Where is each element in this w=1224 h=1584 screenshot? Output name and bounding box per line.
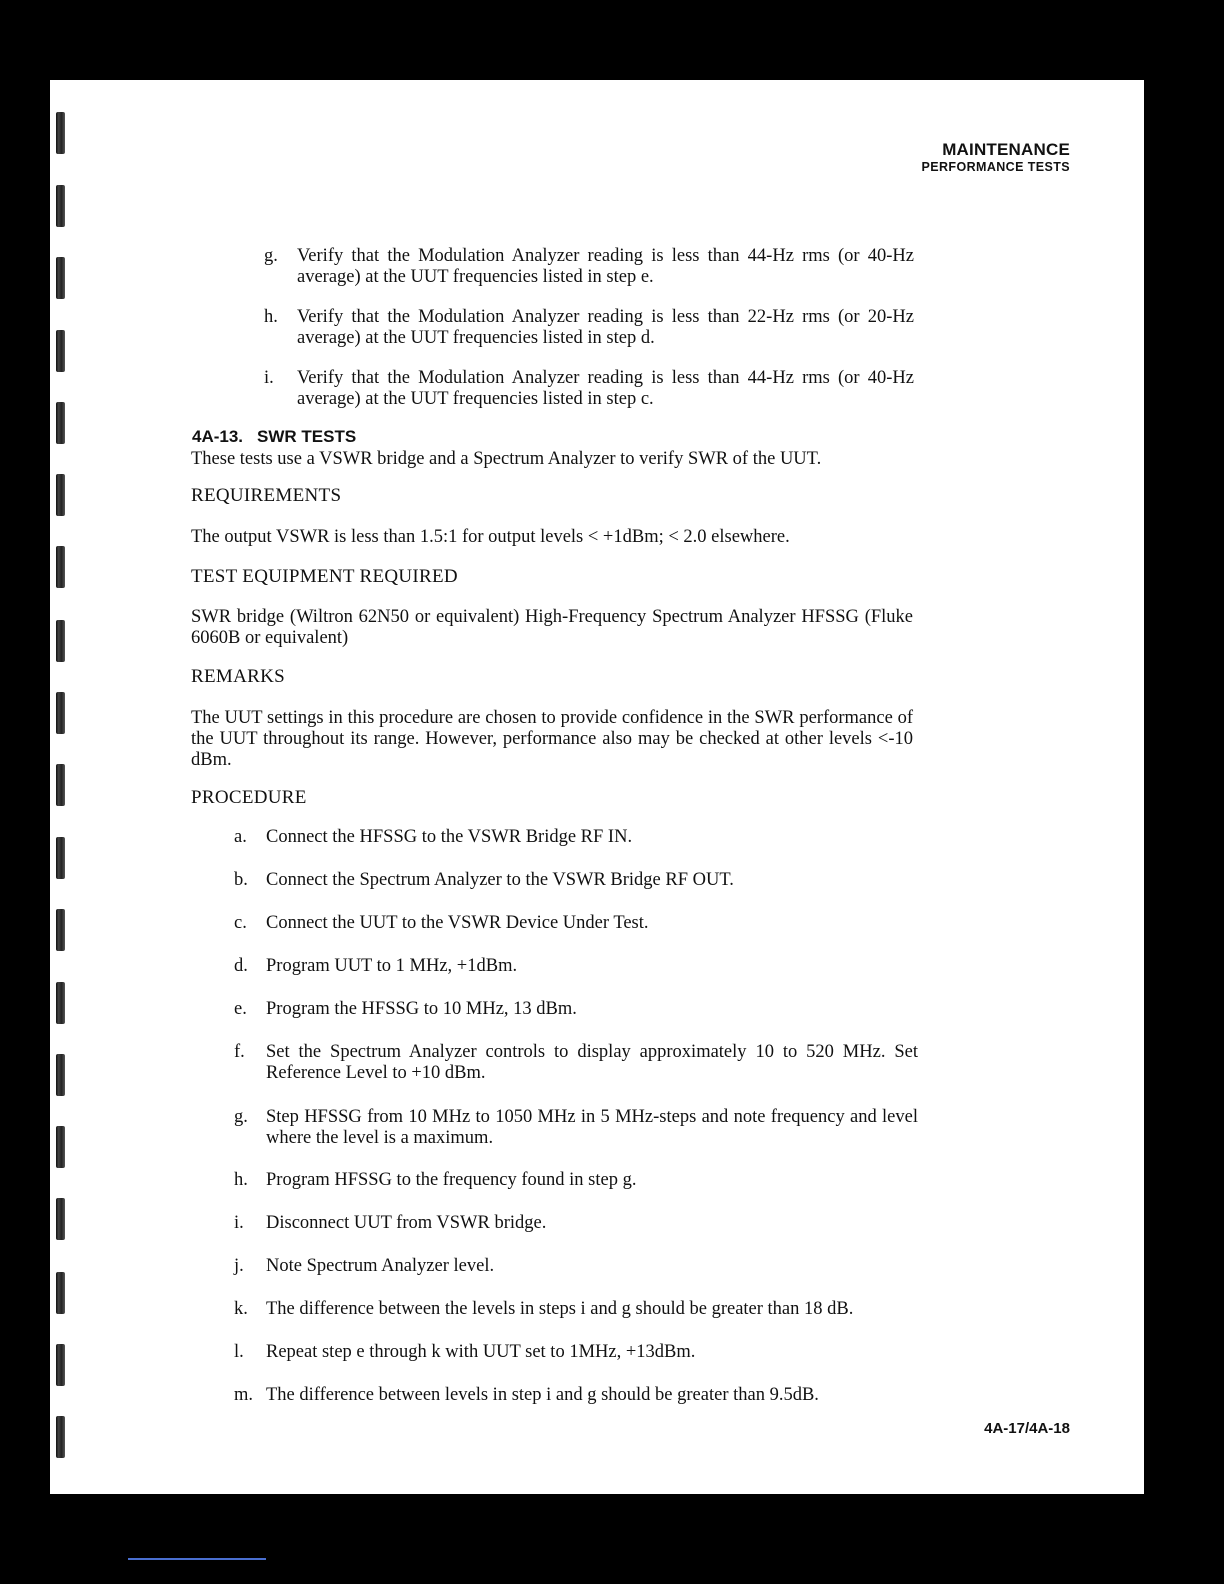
procedure-step [234,999,918,1020]
step-label: h. [234,1170,248,1190]
step-text: Connect the Spectrum Analyzer to the VSWR Bridge RF OUT. [266,870,734,890]
punch-hole [56,474,65,516]
procedure-step [234,827,918,848]
procedure-step [234,1256,918,1277]
procedure-step [234,1385,918,1406]
procedure-step [234,1107,918,1149]
step-label: i. [264,368,274,388]
step-text: Program HFSSG to the frequency found in step g. [266,1170,637,1190]
running-header [922,140,1070,175]
procedure-step [234,956,918,977]
step-text: Verify that the Modulation Analyzer reading is less than 44-Hz rms (or 40-Hz average) at the UUT frequencies listed in step c. [297,368,914,409]
step-text: Repeat step e through k with UUT set to 1MHz, +13dBm. [266,1342,696,1362]
step-label: i. [234,1213,244,1233]
punch-hole [56,546,65,588]
step-label: g. [264,246,278,266]
step-label: g. [234,1107,248,1127]
punch-hole [56,1272,65,1314]
step-text: Connect the HFSSG to the VSWR Bridge RF IN. [266,827,633,847]
step-text: The difference between the levels in steps i and g should be greater than 18 dB. [266,1299,854,1319]
step-text: Connect the UUT to the VSWR Device Under Test. [266,913,649,933]
equipment-text: SWR bridge (Wiltron 62N50 or equivalent) High-Frequency Spectrum Analyzer HFSSG (Fluke 6060B or equivalent) [191,607,913,648]
punch-hole [56,764,65,806]
section-title: SWR TESTS [257,427,357,446]
equipment-heading: TEST EQUIPMENT REQUIRED [191,566,458,587]
section-heading [192,427,356,447]
header-subtitle: PERFORMANCE TESTS [921,160,1070,174]
step-label: f. [234,1042,245,1062]
procedure-step [234,913,918,934]
procedure-step [234,1170,918,1191]
step-label: c. [234,913,247,933]
step-text: Program the HFSSG to 10 MHz, 13 dBm. [266,999,577,1019]
punch-hole [56,1198,65,1240]
step-label: a. [234,827,247,847]
punch-hole [56,1054,65,1096]
step-text: Program UUT to 1 MHz, +1dBm. [266,956,518,976]
step-text: Verify that the Modulation Analyzer reading is less than 22-Hz rms (or 20-Hz average) at the UUT frequencies listed in step d. [297,307,914,348]
list-item [264,246,914,288]
list-item [264,307,914,349]
procedure-step [234,1342,918,1363]
punch-hole [56,1126,65,1168]
header-title: MAINTENANCE [942,140,1070,159]
section-number: 4A-13. [192,427,244,446]
step-text: Step HFSSG from 10 MHz to 1050 MHz in 5 MHz-steps and note frequency and level where the level is a maximum. [266,1107,918,1148]
procedure-step [234,1299,924,1320]
punch-hole [56,1344,65,1386]
step-label: e. [234,999,247,1019]
punch-hole [56,185,65,227]
punch-hole [56,909,65,951]
punch-hole [56,692,65,734]
punch-hole [56,257,65,299]
list-item [264,368,914,410]
punch-hole [56,837,65,879]
scan-border-top [0,0,1224,36]
page-number: 4A-17/4A-18 [984,1420,1070,1437]
procedure-step [234,870,918,891]
step-label: j. [234,1256,244,1276]
remarks-heading: REMARKS [191,666,285,687]
punch-hole [56,982,65,1024]
step-text: Disconnect UUT from VSWR bridge. [266,1213,547,1233]
procedure-step [234,1042,918,1084]
punch-hole [56,112,65,154]
punch-hole [56,330,65,372]
step-label: k. [234,1299,248,1319]
step-text: The difference between levels in step i and g should be greater than 9.5dB. [266,1385,819,1405]
step-text: Note Spectrum Analyzer level. [266,1256,495,1276]
step-label: b. [234,870,248,890]
scan-artifact-line [128,1558,266,1560]
punch-hole [56,1416,65,1458]
procedure-heading: PROCEDURE [191,787,307,808]
step-label: h. [264,307,278,327]
step-label: l. [234,1342,244,1362]
step-label: d. [234,956,248,976]
requirements-text: The output VSWR is less than 1.5:1 for output levels < +1dBm; < 2.0 elsewhere. [191,527,790,547]
punch-hole [56,402,65,444]
requirements-heading: REQUIREMENTS [191,485,342,506]
procedure-step [234,1213,918,1234]
punch-hole [56,620,65,662]
remarks-text: The UUT settings in this procedure are chosen to provide confidence in the SWR performance of the UUT throughout its range. However, performance also may be checked at other levels <-10 dBm. [191,708,913,770]
step-label: m. [234,1385,254,1405]
step-text: Verify that the Modulation Analyzer reading is less than 44-Hz rms (or 40-Hz average) at the UUT frequencies listed in step e. [297,246,914,287]
step-text: Set the Spectrum Analyzer controls to display approximately 10 to 520 MHz. Set Reference Level to +10 dBm. [266,1042,918,1083]
section-intro: These tests use a VSWR bridge and a Spectrum Analyzer to verify SWR of the UUT. [191,449,822,469]
